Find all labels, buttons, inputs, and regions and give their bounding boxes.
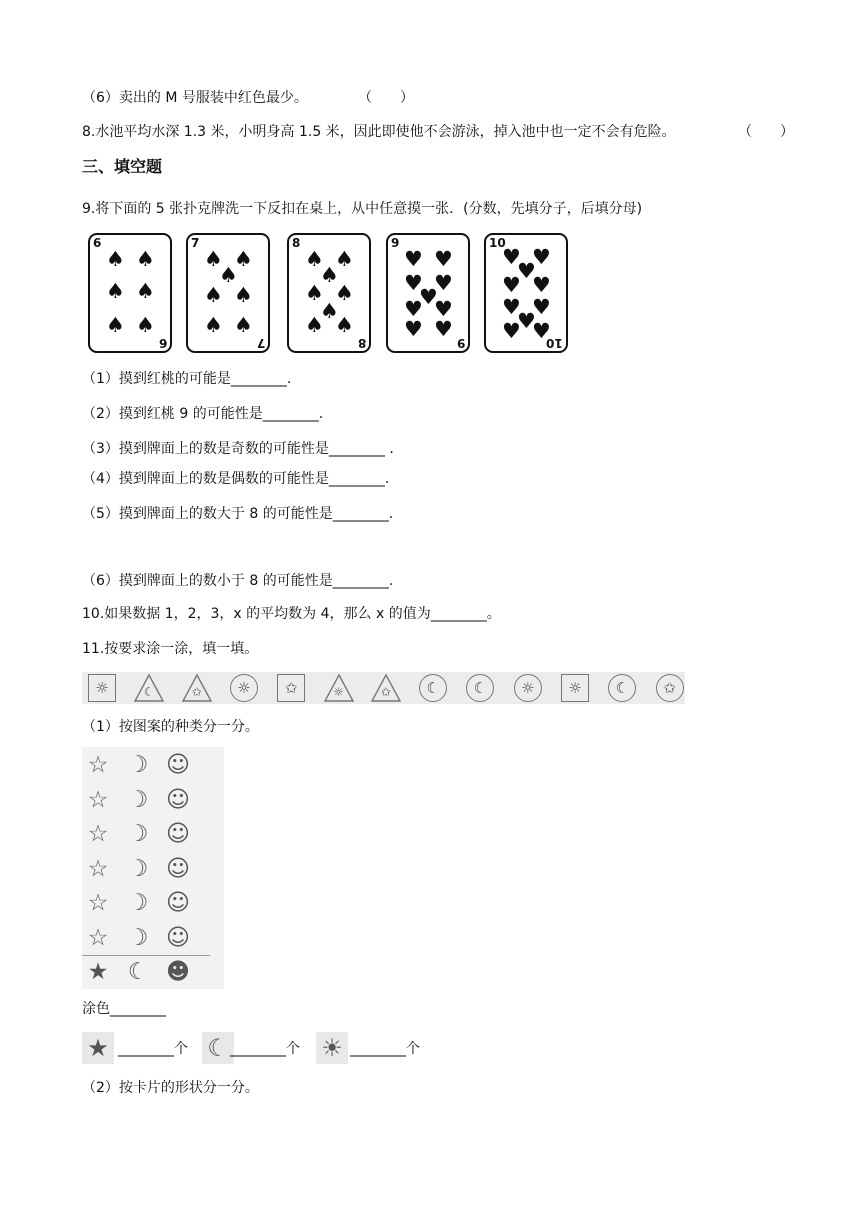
shape-card-strip	[82, 672, 685, 704]
heart-icon: ♥	[404, 271, 423, 295]
sun-icon: ☺	[166, 924, 190, 951]
q9-sub-6: （6）摸到牌面上的数小于 8 的可能性是________.	[82, 573, 394, 589]
spade-icon: ♠	[234, 313, 253, 337]
card-rank: 10	[489, 236, 506, 250]
moon-icon: ☽	[127, 752, 149, 778]
question-8-text: 8.水池平均水深 1.3 米，小明身高 1.5 米，因此即使他不会游泳，掉入池中也一定不会有危险。	[82, 124, 676, 140]
q11-part-2: （2）按卡片的形状分一分。	[82, 1080, 259, 1096]
moon-count[interactable]: ________个	[230, 1041, 300, 1057]
answer-paren-q8[interactable]: （ ）	[738, 124, 794, 140]
heart-icon: ♥	[419, 285, 438, 309]
filled-sun-icon: ☻	[166, 959, 190, 985]
card-rank-inverted: 8	[357, 336, 366, 350]
playing-card-8	[287, 233, 371, 353]
sun-in-square-icon: ☼	[88, 674, 116, 702]
sun-in-circle-icon: ☼	[230, 674, 258, 702]
card-rank-inverted: 6	[158, 336, 167, 350]
playing-card-10	[484, 233, 568, 353]
card-rank: 8	[292, 236, 301, 250]
heart-icon: ♥	[502, 319, 521, 343]
spade-icon: ♠	[320, 299, 339, 323]
spade-icon: ♠	[335, 313, 354, 337]
spade-icon: ♠	[106, 247, 125, 271]
spade-icon: ♠	[136, 247, 155, 271]
moon-in-triangle-icon: ☾	[135, 674, 163, 702]
card-rank: 6	[93, 236, 102, 250]
spade-icon: ♠	[234, 283, 253, 307]
star-icon: ☆	[87, 786, 109, 813]
moon-icon: ☽	[127, 890, 149, 916]
spade-icon: ♠	[305, 247, 324, 271]
heart-icon: ♥	[532, 295, 551, 319]
sun-icon: ☀	[316, 1032, 348, 1064]
heart-icon: ♥	[434, 247, 453, 271]
spade-icon: ♠	[136, 279, 155, 303]
spade-icon: ♠	[219, 263, 238, 287]
star-icon: ☆	[87, 855, 109, 882]
heart-icon: ♥	[502, 295, 521, 319]
card-rank-inverted: 10	[546, 336, 563, 350]
card-rank: 7	[191, 236, 200, 250]
sun-icon: ☺	[166, 752, 190, 778]
star-in-triangle-icon: ✩	[183, 674, 211, 702]
q9-sub-4: （4）摸到牌面上的数是偶数的可能性是________.	[82, 471, 390, 487]
heart-icon: ♥	[434, 271, 453, 295]
sun-icon: ☺	[166, 821, 190, 847]
moon-icon: ☽	[127, 855, 149, 882]
spade-icon: ♠	[305, 313, 324, 337]
divider-line	[82, 955, 210, 956]
playing-card-9	[386, 233, 470, 353]
spade-icon: ♠	[234, 247, 253, 271]
star-in-triangle-icon: ✩	[372, 674, 400, 702]
sun-in-circle-icon: ☼	[514, 674, 542, 702]
heart-icon: ♥	[404, 317, 423, 341]
heart-icon: ♥	[532, 245, 551, 269]
star-icon: ☆	[87, 821, 109, 847]
star-icon: ★	[82, 1032, 114, 1064]
spade-icon: ♠	[204, 313, 223, 337]
heart-icon: ♥	[404, 297, 423, 321]
spade-icon: ♠	[335, 281, 354, 305]
q9-sub-2: （2）摸到红桃 9 的可能性是________.	[82, 406, 324, 422]
moon-in-circle-icon: ☾	[419, 674, 447, 702]
star-in-circle-icon: ✩	[656, 674, 684, 702]
q9-sub-1: （1）摸到红桃的可能是________.	[82, 371, 292, 387]
sun-in-triangle-icon: ☼	[325, 674, 353, 702]
heart-icon: ♥	[434, 317, 453, 341]
sun-icon: ☺	[166, 890, 190, 916]
star-count[interactable]: ________个	[118, 1041, 188, 1057]
card-rank: 9	[391, 236, 400, 250]
heart-icon: ♥	[517, 259, 536, 283]
star-icon: ☆	[87, 752, 109, 778]
spade-icon: ♠	[320, 263, 339, 287]
heart-icon: ♥	[517, 309, 536, 333]
question-6-text: （6）卖出的 M 号服装中红色最少。	[82, 90, 308, 106]
card-rank-inverted: 9	[456, 336, 465, 350]
q9-sub-5: （5）摸到牌面上的数大于 8 的可能性是________.	[82, 506, 394, 522]
q11-part-1: （1）按图案的种类分一分。	[82, 719, 259, 735]
star-in-square-icon: ✩	[277, 674, 305, 702]
heart-icon: ♥	[404, 247, 423, 271]
star-icon: ☆	[87, 924, 109, 951]
playing-card-6	[88, 233, 172, 353]
moon-icon: ☽	[127, 821, 149, 847]
sun-icon: ☺	[166, 855, 190, 882]
question-9-stem: 9.将下面的 5 张扑克牌洗一下反扣在桌上，从中任意摸一张．(分数，先填分子，后填分母)	[82, 201, 643, 217]
classification-grid	[82, 747, 224, 989]
spade-icon: ♠	[204, 247, 223, 271]
section-heading-fill-blank: 三、填空题	[82, 157, 163, 176]
sun-count[interactable]: ________个	[350, 1041, 420, 1057]
color-label: 涂色________	[82, 1001, 166, 1017]
answer-paren-q6[interactable]: （ ）	[358, 90, 414, 106]
playing-card-7	[186, 233, 270, 353]
card-rank-inverted: 7	[256, 336, 265, 350]
heart-icon: ♥	[434, 297, 453, 321]
moon-in-circle-icon: ☾	[608, 674, 636, 702]
star-icon: ☆	[87, 890, 109, 916]
spade-icon: ♠	[106, 313, 125, 337]
filled-moon-icon: ☾	[127, 959, 149, 985]
spade-icon: ♠	[136, 313, 155, 337]
spade-icon: ♠	[335, 247, 354, 271]
heart-icon: ♥	[532, 319, 551, 343]
sun-icon: ☺	[166, 786, 190, 813]
question-11-stem: 11.按要求涂一涂，填一填。	[82, 641, 259, 657]
filled-star-icon: ★	[87, 959, 109, 985]
spade-icon: ♠	[305, 281, 324, 305]
moon-icon: ☽	[127, 786, 149, 813]
moon-icon: ☾	[202, 1032, 234, 1064]
spade-icon: ♠	[204, 283, 223, 307]
moon-icon: ☽	[127, 924, 149, 951]
sun-in-square-icon: ☼	[561, 674, 589, 702]
spade-icon: ♠	[106, 279, 125, 303]
heart-icon: ♥	[502, 273, 521, 297]
question-10-text: 10.如果数据 1，2，3，x 的平均数为 4，那么 x 的值为________。	[82, 606, 501, 622]
heart-icon: ♥	[532, 273, 551, 297]
heart-icon: ♥	[502, 245, 521, 269]
q9-sub-3: （3）摸到牌面上的数是奇数的可能性是________ .	[82, 441, 394, 457]
moon-in-circle-icon: ☾	[466, 674, 494, 702]
